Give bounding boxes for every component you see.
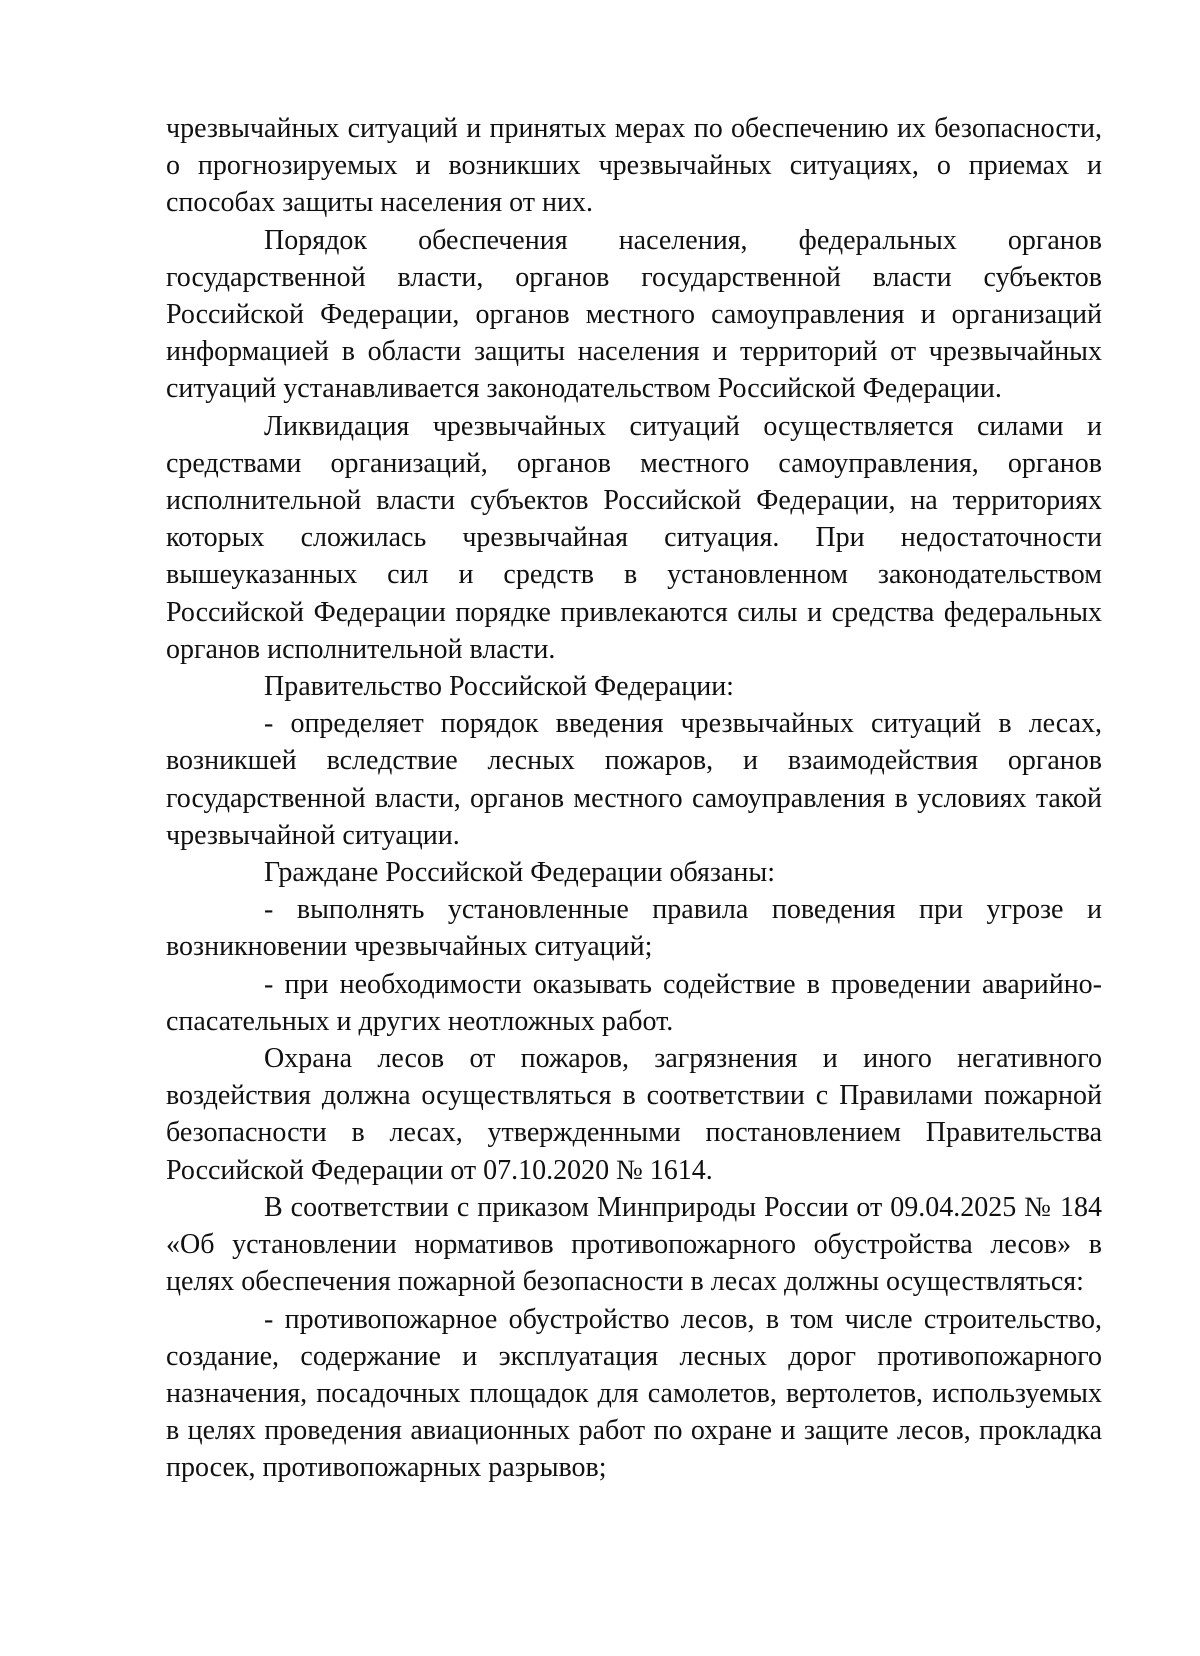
list-item-4: - противопожарное обустройство лесов, в том числе строительство, создание, содержание и эксплуатация лесных дорог противопожарного назначения, посадочных площадок для самолетов, вертолетов, используемых в целях проведения авиационных работ по охране и защите лесов, прокладка просек, противопожарных разрывов; bbox=[166, 1303, 1102, 1484]
paragraph-5: Граждане Российской Федерации обязаны: bbox=[264, 857, 775, 889]
list-item-3: - при необходимости оказывать содействие в проведении аварийно-спасательных и других неотложных работ. bbox=[166, 968, 1102, 1037]
paragraph-6: Охрана лесов от пожаров, загрязнения и иного негативного воздействия должна осуществляться в соответствии с Правилами пожарной безопасности в лесах, утвержденными постановлением Правительства Российской Федерации от 07.10.2020 № 1614. bbox=[166, 1043, 1102, 1186]
document-body bbox=[166, 110, 1102, 1487]
list-item-2: - выполнять установленные правила поведения при угрозе и возникновении чрезвычайных ситуаций; bbox=[166, 894, 1102, 963]
paragraph-3: Ликвидация чрезвычайных ситуаций осуществляется силами и средствами организаций, органов местного самоуправления, органов исполнительной власти субъектов Российской Федерации, на территориях которых сложилась чрезвычайная ситуация. При недостаточности вышеуказанных сил и средств в установленном законодательством Российской Федерации порядке привлекаются силы и средства федеральных органов исполнительной власти. bbox=[166, 410, 1102, 665]
list-item-1: - определяет порядок введения чрезвычайных ситуаций в лесах, возникшей вследствие лесных пожаров, и взаимодействия органов государственной власти, органов местного самоуправления в условиях такой чрезвычайной ситуации. bbox=[166, 708, 1102, 851]
paragraph-4: Правительство Российской Федерации: bbox=[264, 671, 734, 703]
paragraph-1: чрезвычайных ситуаций и принятых мерах по обеспечению их безопасности, о прогнозируемых и возникших чрезвычайных ситуациях, о приемах и способах защиты населения от них. bbox=[166, 113, 1102, 219]
paragraph-2: Порядок обеспечения населения, федеральных органов государственной власти, органов государственной власти субъектов Российской Федерации, органов местного самоуправления и организаций информацией в области защиты населения и территорий от чрезвычайных ситуаций устанавливается законодательством Российской Федерации. bbox=[166, 224, 1102, 405]
paragraph-7: В соответствии с приказом Минприроды России от 09.04.2025 № 184 «Об установлении нормативов противопожарного обустройства лесов» в целях обеспечения пожарной безопасности в лесах должны осуществляться: bbox=[166, 1191, 1102, 1298]
